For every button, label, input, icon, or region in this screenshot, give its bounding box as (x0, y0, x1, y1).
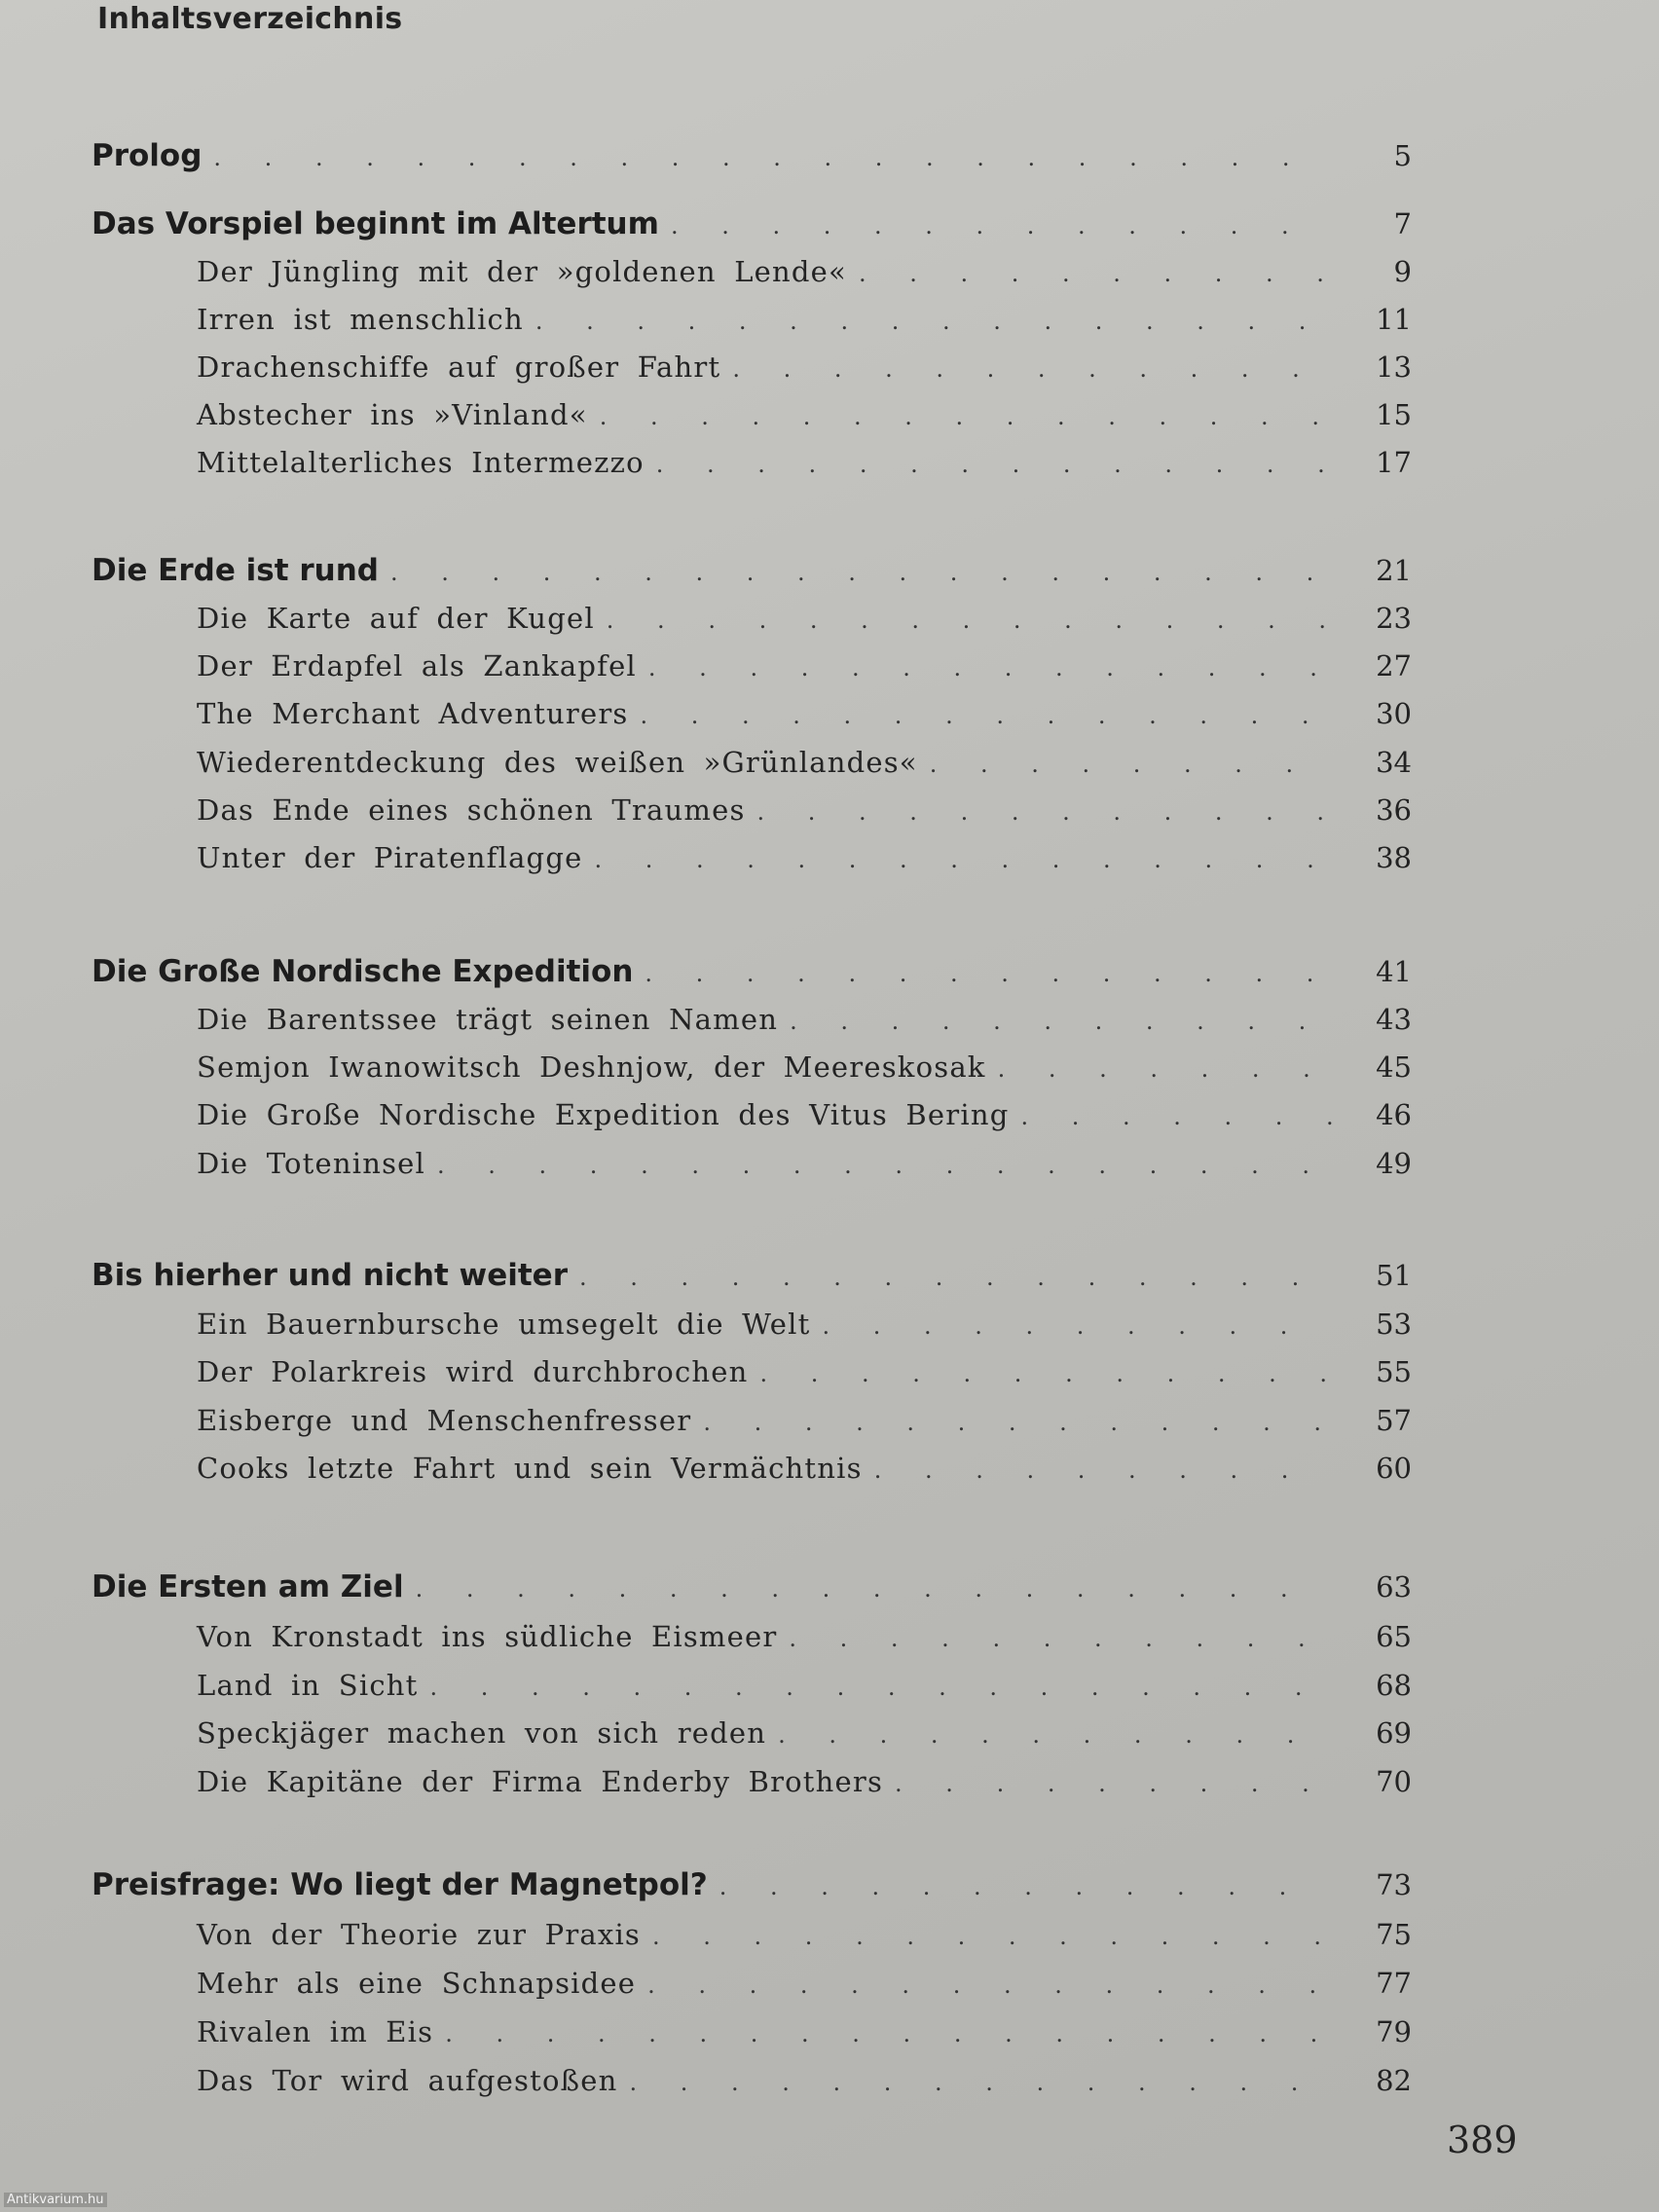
toc-chapter-entry (92, 138, 1412, 173)
dot-leader (656, 451, 1332, 478)
entry-page-number: 5 (1393, 139, 1412, 172)
dot-leader (629, 2069, 1332, 2096)
dot-leader (652, 1923, 1332, 1950)
dot-leader (594, 846, 1332, 873)
toc-section-entry (197, 2064, 1412, 2097)
toc-section-entry (197, 1404, 1412, 1437)
toc-section-entry (197, 1308, 1412, 1341)
entry-title: Speckjäger machen von sich reden (197, 1716, 767, 1750)
entry-title: Das Tor wird aufgestoßen (197, 2064, 618, 2097)
dot-leader (719, 1873, 1332, 1900)
entry-page-number: 30 (1376, 697, 1412, 730)
toc-section-entry (197, 1147, 1412, 1180)
dot-leader (671, 212, 1332, 240)
toc-chapter-entry (92, 1867, 1412, 1902)
dot-leader (445, 2020, 1332, 2047)
dot-leader (874, 1456, 1332, 1484)
toc-section-entry (197, 1669, 1412, 1702)
dot-leader (600, 403, 1332, 430)
toc-section-entry (197, 303, 1412, 336)
toc-chapter-entry (92, 954, 1412, 989)
dot-leader (607, 607, 1332, 634)
entry-title: Land in Sicht (197, 1669, 419, 1702)
dot-leader (703, 1409, 1332, 1436)
dot-leader (732, 355, 1332, 383)
toc-section-entry (197, 602, 1412, 635)
toc-section-entry (197, 697, 1412, 730)
dot-leader (998, 1055, 1332, 1083)
page-title: Inhaltsverzeichnis (97, 2, 403, 36)
toc-section-entry (197, 793, 1412, 827)
entry-page-number: 36 (1376, 793, 1412, 827)
dot-leader (390, 559, 1332, 586)
entry-page-number: 57 (1376, 1404, 1412, 1437)
entry-title: Prolog (92, 138, 203, 173)
dot-leader (430, 1674, 1333, 1701)
dot-leader (647, 1972, 1332, 1999)
toc-section-entry (197, 1355, 1412, 1388)
entry-title: Irren ist menschlich (197, 303, 524, 336)
entry-title: Die Barentssee trägt seinen Namen (197, 1003, 779, 1036)
dot-leader (859, 260, 1332, 287)
entry-title: Die Karte auf der Kugel (197, 602, 595, 635)
entry-page-number: 27 (1376, 649, 1412, 682)
entry-page-number: 7 (1393, 207, 1412, 240)
toc-section-entry (197, 1967, 1412, 2000)
entry-page-number: 79 (1376, 2015, 1412, 2048)
entry-page-number: 68 (1376, 1669, 1412, 1702)
dot-leader (757, 798, 1332, 826)
toc-section-entry (197, 1051, 1412, 1084)
toc-chapter-entry (92, 206, 1412, 241)
entry-page-number: 38 (1376, 841, 1412, 874)
entry-title: Von Kronstadt ins südliche Eismeer (197, 1620, 778, 1653)
dot-leader (535, 308, 1332, 335)
dot-leader (822, 1312, 1332, 1340)
toc-section-entry (197, 2015, 1412, 2048)
toc-chapter-entry (92, 1258, 1412, 1293)
dot-leader (645, 960, 1332, 987)
toc-chapter-entry (92, 1569, 1412, 1604)
entry-title: Von der Theorie zur Praxis (197, 1918, 642, 1951)
dot-leader (760, 1360, 1332, 1387)
toc-section-entry (197, 1098, 1412, 1131)
entry-page-number: 69 (1376, 1716, 1412, 1750)
entry-title: Abstecher ins »Vinland« (197, 398, 588, 431)
toc-section-entry (197, 398, 1412, 431)
entry-page-number: 23 (1376, 602, 1412, 635)
toc-section-entry (197, 446, 1412, 479)
dot-leader (1020, 1103, 1332, 1130)
entry-page-number: 9 (1393, 255, 1412, 288)
toc-section-entry (197, 255, 1412, 288)
dot-leader (437, 1152, 1332, 1179)
toc-chapter-entry (92, 553, 1412, 588)
entry-page-number: 45 (1376, 1051, 1412, 1084)
entry-page-number: 53 (1376, 1308, 1412, 1341)
toc-section-entry (197, 1918, 1412, 1951)
entry-title: Drachenschiffe auf großer Fahrt (197, 350, 721, 384)
watermark: Antikvarium.hu (4, 2193, 107, 2207)
entry-title: Die Große Nordische Expedition des Vitus Bering (197, 1098, 1010, 1131)
entry-page-number: 63 (1376, 1570, 1412, 1604)
toc-section-entry (197, 1765, 1412, 1798)
entry-title: Der Erdapfel als Zankapfel (197, 649, 637, 682)
dot-leader (416, 1575, 1332, 1603)
entry-page-number: 70 (1376, 1765, 1412, 1798)
entry-page-number: 43 (1376, 1003, 1412, 1036)
entry-title: Die Kapitäne der Firma Enderby Brothers (197, 1765, 884, 1798)
entry-title: Die Erde ist rund (92, 553, 379, 588)
entry-page-number: 15 (1376, 398, 1412, 431)
entry-title: Preisfrage: Wo liegt der Magnetpol? (92, 1867, 708, 1902)
entry-title: Wiederentdeckung des weißen »Grünlandes« (197, 746, 918, 779)
entry-page-number: 82 (1376, 2064, 1412, 2097)
entry-title: Das Ende eines schönen Traumes (197, 793, 746, 827)
dot-leader (648, 654, 1332, 682)
entry-title: Bis hierher und nicht weiter (92, 1258, 568, 1293)
toc-section-entry (197, 1452, 1412, 1485)
entry-title: Unter der Piratenflagge (197, 841, 583, 874)
entry-title: Der Polarkreis wird durchbrochen (197, 1355, 749, 1388)
entry-page-number: 75 (1376, 1918, 1412, 1951)
entry-page-number: 51 (1376, 1259, 1412, 1292)
entry-title: Eisberge und Menschenfresser (197, 1404, 692, 1437)
entry-title: Die Toteninsel (197, 1147, 426, 1180)
entry-page-number: 34 (1376, 746, 1412, 779)
toc-section-entry (197, 1620, 1412, 1653)
dot-leader (213, 144, 1332, 171)
entry-page-number: 46 (1376, 1098, 1412, 1131)
dot-leader (641, 702, 1332, 729)
entry-page-number: 49 (1376, 1147, 1412, 1180)
entry-page-number: 55 (1376, 1355, 1412, 1388)
entry-page-number: 65 (1376, 1620, 1412, 1653)
entry-page-number: 11 (1376, 303, 1412, 336)
page-number: 389 (1447, 2119, 1518, 2161)
entry-page-number: 17 (1376, 446, 1412, 479)
entry-page-number: 60 (1376, 1452, 1412, 1485)
entry-page-number: 41 (1376, 955, 1412, 988)
dot-leader (778, 1721, 1332, 1749)
entry-title: Mehr als eine Schnapsidee (197, 1967, 637, 2000)
toc-section-entry (197, 1716, 1412, 1750)
toc-section-entry (197, 841, 1412, 874)
entry-page-number: 73 (1376, 1868, 1412, 1901)
entry-title: Die Große Nordische Expedition (92, 954, 634, 989)
entry-title: Semjon Iwanowitsch Deshnjow, der Meereskosak (197, 1051, 986, 1084)
entry-page-number: 21 (1376, 554, 1412, 587)
dot-leader (789, 1625, 1332, 1652)
entry-title: The Merchant Adventurers (197, 697, 629, 730)
entry-title: Der Jüngling mit der »goldenen Lende« (197, 255, 847, 288)
dot-leader (790, 1008, 1332, 1035)
entry-title: Mittelalterliches Intermezzo (197, 446, 645, 479)
toc-section-entry (197, 1003, 1412, 1036)
entry-title: Rivalen im Eis (197, 2015, 434, 2048)
entry-page-number: 77 (1376, 1967, 1412, 2000)
entry-page-number: 13 (1376, 350, 1412, 384)
toc-section-entry (197, 649, 1412, 682)
dot-leader (579, 1264, 1332, 1291)
entry-title: Die Ersten am Ziel (92, 1569, 404, 1604)
dot-leader (930, 751, 1332, 778)
entry-title: Das Vorspiel beginnt im Altertum (92, 206, 659, 241)
entry-title: Cooks letzte Fahrt und sein Vermächtnis (197, 1452, 863, 1485)
dot-leader (895, 1770, 1332, 1797)
entry-title: Ein Bauernbursche umsegelt die Welt (197, 1308, 811, 1341)
toc-section-entry (197, 350, 1412, 384)
toc-section-entry (197, 746, 1412, 779)
